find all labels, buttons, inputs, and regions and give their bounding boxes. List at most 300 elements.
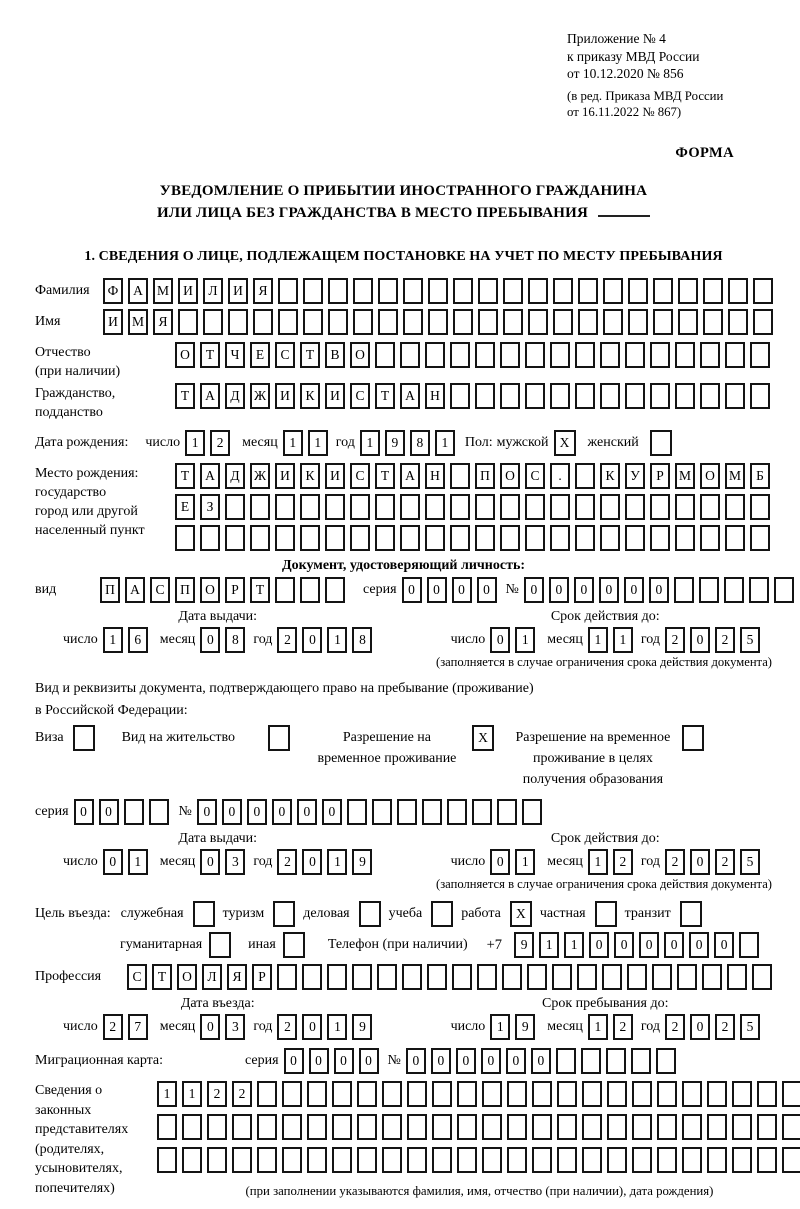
char-cell[interactable] xyxy=(278,278,298,304)
char-cell[interactable] xyxy=(457,1114,477,1140)
char-cell[interactable]: М xyxy=(675,463,695,489)
char-cell[interactable]: 9 xyxy=(385,430,405,456)
stay-issue-month-grid[interactable] xyxy=(200,849,245,875)
char-cell[interactable] xyxy=(606,1048,626,1074)
char-cell[interactable]: 0 xyxy=(402,577,422,603)
char-cell[interactable]: 1 xyxy=(539,932,559,958)
representatives-grid-row1[interactable] xyxy=(157,1081,800,1107)
char-cell[interactable] xyxy=(453,278,473,304)
char-cell[interactable]: 0 xyxy=(690,849,710,875)
char-cell[interactable]: И xyxy=(178,278,198,304)
char-cell[interactable]: 0 xyxy=(200,849,220,875)
char-cell[interactable] xyxy=(425,525,445,551)
char-cell[interactable]: 0 xyxy=(452,577,472,603)
char-cell[interactable] xyxy=(575,525,595,551)
char-cell[interactable] xyxy=(725,525,745,551)
char-cell[interactable] xyxy=(328,309,348,335)
char-cell[interactable]: 0 xyxy=(272,799,292,825)
char-cell[interactable]: Т xyxy=(200,342,220,368)
char-cell[interactable] xyxy=(500,342,520,368)
char-cell[interactable] xyxy=(553,278,573,304)
char-cell[interactable]: 0 xyxy=(589,932,609,958)
patronymic-grid[interactable] xyxy=(175,342,770,368)
char-cell[interactable]: М xyxy=(153,278,173,304)
char-cell[interactable] xyxy=(732,1114,752,1140)
char-cell[interactable] xyxy=(302,964,322,990)
char-cell[interactable]: С xyxy=(350,383,370,409)
char-cell[interactable] xyxy=(357,1081,377,1107)
char-cell[interactable] xyxy=(625,342,645,368)
char-cell[interactable]: Н xyxy=(425,463,445,489)
char-cell[interactable] xyxy=(478,278,498,304)
purpose-study-checkbox[interactable] xyxy=(431,901,453,927)
char-cell[interactable]: 0 xyxy=(639,932,659,958)
char-cell[interactable] xyxy=(278,309,298,335)
char-cell[interactable] xyxy=(700,342,720,368)
char-cell[interactable] xyxy=(749,577,769,603)
char-cell[interactable] xyxy=(677,964,697,990)
birth-month-grid[interactable] xyxy=(283,430,328,456)
char-cell[interactable]: С xyxy=(275,342,295,368)
char-cell[interactable]: П xyxy=(475,463,495,489)
char-cell[interactable] xyxy=(475,494,495,520)
char-cell[interactable] xyxy=(577,964,597,990)
char-cell[interactable] xyxy=(725,383,745,409)
char-cell[interactable]: 1 xyxy=(588,627,608,653)
char-cell[interactable] xyxy=(375,494,395,520)
stay-issue-day-grid[interactable] xyxy=(103,849,148,875)
stay-valid-month-grid[interactable] xyxy=(588,849,633,875)
char-cell[interactable]: 0 xyxy=(624,577,644,603)
stay-until-year-grid[interactable] xyxy=(665,1014,760,1040)
char-cell[interactable] xyxy=(303,278,323,304)
representatives-grid-row2[interactable] xyxy=(157,1114,800,1140)
char-cell[interactable] xyxy=(550,525,570,551)
char-cell[interactable]: Ч xyxy=(225,342,245,368)
char-cell[interactable]: Т xyxy=(175,463,195,489)
char-cell[interactable] xyxy=(550,494,570,520)
char-cell[interactable]: И xyxy=(103,309,123,335)
char-cell[interactable] xyxy=(325,494,345,520)
char-cell[interactable] xyxy=(275,494,295,520)
char-cell[interactable]: О xyxy=(700,463,720,489)
char-cell[interactable] xyxy=(503,309,523,335)
doc-issue-day-grid[interactable] xyxy=(103,627,148,653)
char-cell[interactable] xyxy=(432,1081,452,1107)
char-cell[interactable] xyxy=(699,577,719,603)
char-cell[interactable] xyxy=(774,577,794,603)
char-cell[interactable] xyxy=(650,525,670,551)
char-cell[interactable] xyxy=(532,1147,552,1173)
char-cell[interactable] xyxy=(557,1081,577,1107)
char-cell[interactable] xyxy=(753,278,773,304)
sex-male-checkbox[interactable]: X xyxy=(554,430,576,456)
char-cell[interactable] xyxy=(447,799,467,825)
char-cell[interactable] xyxy=(352,964,372,990)
char-cell[interactable] xyxy=(182,1114,202,1140)
char-cell[interactable] xyxy=(500,525,520,551)
doc-kind-grid[interactable] xyxy=(100,577,345,603)
char-cell[interactable]: 1 xyxy=(613,627,633,653)
char-cell[interactable] xyxy=(453,309,473,335)
char-cell[interactable]: А xyxy=(125,577,145,603)
char-cell[interactable] xyxy=(650,342,670,368)
char-cell[interactable]: Д xyxy=(225,383,245,409)
char-cell[interactable] xyxy=(475,342,495,368)
char-cell[interactable]: 0 xyxy=(322,799,342,825)
char-cell[interactable] xyxy=(650,494,670,520)
char-cell[interactable]: 1 xyxy=(564,932,584,958)
char-cell[interactable]: 0 xyxy=(74,799,94,825)
char-cell[interactable] xyxy=(353,309,373,335)
char-cell[interactable]: Л xyxy=(202,964,222,990)
char-cell[interactable]: А xyxy=(400,383,420,409)
char-cell[interactable] xyxy=(425,342,445,368)
char-cell[interactable]: 0 xyxy=(297,799,317,825)
char-cell[interactable]: 1 xyxy=(128,849,148,875)
char-cell[interactable]: 0 xyxy=(200,627,220,653)
char-cell[interactable]: К xyxy=(300,463,320,489)
stay-issue-year-grid[interactable] xyxy=(277,849,372,875)
char-cell[interactable] xyxy=(307,1081,327,1107)
char-cell[interactable] xyxy=(325,525,345,551)
char-cell[interactable] xyxy=(582,1114,602,1140)
char-cell[interactable] xyxy=(282,1114,302,1140)
char-cell[interactable] xyxy=(378,309,398,335)
char-cell[interactable] xyxy=(753,309,773,335)
char-cell[interactable] xyxy=(452,964,472,990)
char-cell[interactable] xyxy=(382,1114,402,1140)
char-cell[interactable] xyxy=(203,309,223,335)
char-cell[interactable] xyxy=(250,494,270,520)
char-cell[interactable] xyxy=(652,964,672,990)
char-cell[interactable]: 1 xyxy=(515,849,535,875)
entry-year-grid[interactable] xyxy=(277,1014,372,1040)
representatives-grid-row3[interactable] xyxy=(157,1147,800,1173)
char-cell[interactable] xyxy=(707,1147,727,1173)
char-cell[interactable]: 0 xyxy=(714,932,734,958)
char-cell[interactable] xyxy=(657,1081,677,1107)
char-cell[interactable]: 0 xyxy=(302,1014,322,1040)
char-cell[interactable]: Ж xyxy=(250,383,270,409)
char-cell[interactable] xyxy=(557,1147,577,1173)
char-cell[interactable]: Я xyxy=(227,964,247,990)
char-cell[interactable]: 9 xyxy=(515,1014,535,1040)
char-cell[interactable] xyxy=(497,799,517,825)
char-cell[interactable]: П xyxy=(175,577,195,603)
char-cell[interactable] xyxy=(503,278,523,304)
char-cell[interactable] xyxy=(625,494,645,520)
char-cell[interactable] xyxy=(732,1147,752,1173)
char-cell[interactable] xyxy=(327,964,347,990)
char-cell[interactable] xyxy=(232,1114,252,1140)
char-cell[interactable] xyxy=(407,1114,427,1140)
char-cell[interactable] xyxy=(478,309,498,335)
char-cell[interactable] xyxy=(400,525,420,551)
doc-valid-year-grid[interactable] xyxy=(665,627,760,653)
char-cell[interactable] xyxy=(325,577,345,603)
char-cell[interactable] xyxy=(332,1147,352,1173)
char-cell[interactable]: О xyxy=(175,342,195,368)
char-cell[interactable] xyxy=(525,494,545,520)
char-cell[interactable] xyxy=(124,799,144,825)
char-cell[interactable] xyxy=(257,1081,277,1107)
birth-place-grid-row3[interactable] xyxy=(175,525,770,551)
char-cell[interactable] xyxy=(650,383,670,409)
char-cell[interactable]: В xyxy=(325,342,345,368)
char-cell[interactable] xyxy=(332,1114,352,1140)
char-cell[interactable]: З xyxy=(200,494,220,520)
char-cell[interactable]: 5 xyxy=(740,627,760,653)
char-cell[interactable]: С xyxy=(150,577,170,603)
char-cell[interactable]: 9 xyxy=(352,849,372,875)
char-cell[interactable] xyxy=(282,1081,302,1107)
mc-series-grid[interactable] xyxy=(284,1048,379,1074)
char-cell[interactable] xyxy=(600,494,620,520)
char-cell[interactable] xyxy=(525,342,545,368)
char-cell[interactable]: 0 xyxy=(531,1048,551,1074)
char-cell[interactable]: 2 xyxy=(232,1081,252,1107)
char-cell[interactable] xyxy=(372,799,392,825)
char-cell[interactable] xyxy=(700,383,720,409)
char-cell[interactable]: 0 xyxy=(309,1048,329,1074)
char-cell[interactable] xyxy=(628,309,648,335)
char-cell[interactable]: 0 xyxy=(664,932,684,958)
char-cell[interactable] xyxy=(282,1147,302,1173)
char-cell[interactable]: 0 xyxy=(599,577,619,603)
char-cell[interactable] xyxy=(724,577,744,603)
char-cell[interactable] xyxy=(682,1114,702,1140)
char-cell[interactable] xyxy=(757,1114,777,1140)
char-cell[interactable]: 0 xyxy=(477,577,497,603)
char-cell[interactable]: 2 xyxy=(715,1014,735,1040)
char-cell[interactable] xyxy=(602,964,622,990)
char-cell[interactable] xyxy=(482,1147,502,1173)
char-cell[interactable] xyxy=(782,1114,800,1140)
char-cell[interactable] xyxy=(628,278,648,304)
char-cell[interactable] xyxy=(382,1081,402,1107)
char-cell[interactable] xyxy=(400,494,420,520)
char-cell[interactable] xyxy=(507,1081,527,1107)
char-cell[interactable] xyxy=(175,525,195,551)
char-cell[interactable]: 0 xyxy=(481,1048,501,1074)
char-cell[interactable] xyxy=(678,278,698,304)
char-cell[interactable]: 8 xyxy=(225,627,245,653)
char-cell[interactable]: Т xyxy=(250,577,270,603)
profession-grid[interactable] xyxy=(127,964,772,990)
char-cell[interactable] xyxy=(232,1147,252,1173)
char-cell[interactable]: 1 xyxy=(327,1014,347,1040)
char-cell[interactable]: 0 xyxy=(359,1048,379,1074)
char-cell[interactable] xyxy=(757,1147,777,1173)
char-cell[interactable] xyxy=(682,1147,702,1173)
char-cell[interactable]: М xyxy=(725,463,745,489)
char-cell[interactable] xyxy=(703,278,723,304)
char-cell[interactable] xyxy=(675,525,695,551)
char-cell[interactable] xyxy=(477,964,497,990)
char-cell[interactable]: 2 xyxy=(207,1081,227,1107)
char-cell[interactable] xyxy=(257,1147,277,1173)
char-cell[interactable] xyxy=(407,1081,427,1107)
char-cell[interactable] xyxy=(182,1147,202,1173)
char-cell[interactable] xyxy=(200,525,220,551)
char-cell[interactable] xyxy=(739,932,759,958)
char-cell[interactable] xyxy=(575,494,595,520)
char-cell[interactable]: 2 xyxy=(715,627,735,653)
char-cell[interactable]: 1 xyxy=(588,1014,608,1040)
char-cell[interactable]: 1 xyxy=(360,430,380,456)
char-cell[interactable] xyxy=(303,309,323,335)
char-cell[interactable]: 0 xyxy=(247,799,267,825)
char-cell[interactable]: 0 xyxy=(456,1048,476,1074)
char-cell[interactable] xyxy=(703,309,723,335)
char-cell[interactable] xyxy=(782,1081,800,1107)
char-cell[interactable] xyxy=(275,577,295,603)
char-cell[interactable]: . xyxy=(550,463,570,489)
char-cell[interactable] xyxy=(525,525,545,551)
char-cell[interactable] xyxy=(552,964,572,990)
char-cell[interactable]: О xyxy=(177,964,197,990)
char-cell[interactable]: О xyxy=(350,342,370,368)
char-cell[interactable]: 2 xyxy=(277,1014,297,1040)
char-cell[interactable]: 8 xyxy=(352,627,372,653)
char-cell[interactable] xyxy=(225,494,245,520)
char-cell[interactable] xyxy=(328,278,348,304)
char-cell[interactable] xyxy=(702,964,722,990)
char-cell[interactable]: Ж xyxy=(250,463,270,489)
char-cell[interactable] xyxy=(728,278,748,304)
char-cell[interactable] xyxy=(732,1081,752,1107)
char-cell[interactable]: И xyxy=(325,383,345,409)
char-cell[interactable] xyxy=(582,1081,602,1107)
char-cell[interactable]: 1 xyxy=(588,849,608,875)
purpose-official-checkbox[interactable] xyxy=(193,901,215,927)
char-cell[interactable]: Т xyxy=(175,383,195,409)
char-cell[interactable] xyxy=(632,1147,652,1173)
char-cell[interactable]: 2 xyxy=(277,627,297,653)
char-cell[interactable]: Р xyxy=(225,577,245,603)
doc-series-grid[interactable] xyxy=(402,577,497,603)
temp-residence-checkbox[interactable]: X xyxy=(472,725,494,751)
char-cell[interactable]: 2 xyxy=(613,849,633,875)
char-cell[interactable] xyxy=(631,1048,651,1074)
char-cell[interactable]: Т xyxy=(152,964,172,990)
char-cell[interactable] xyxy=(257,1114,277,1140)
mc-number-grid[interactable] xyxy=(406,1048,676,1074)
char-cell[interactable]: 0 xyxy=(302,849,322,875)
char-cell[interactable] xyxy=(457,1081,477,1107)
purpose-humanitarian-checkbox[interactable] xyxy=(209,932,231,958)
birth-place-grid-row2[interactable] xyxy=(175,494,770,520)
char-cell[interactable]: Т xyxy=(375,463,395,489)
char-cell[interactable] xyxy=(332,1081,352,1107)
char-cell[interactable] xyxy=(581,1048,601,1074)
char-cell[interactable]: Т xyxy=(375,383,395,409)
char-cell[interactable] xyxy=(472,799,492,825)
char-cell[interactable] xyxy=(397,799,417,825)
char-cell[interactable]: 9 xyxy=(352,1014,372,1040)
char-cell[interactable]: 3 xyxy=(225,849,245,875)
stay-number-grid[interactable] xyxy=(197,799,542,825)
doc-issue-year-grid[interactable] xyxy=(277,627,372,653)
char-cell[interactable] xyxy=(500,383,520,409)
char-cell[interactable] xyxy=(675,494,695,520)
char-cell[interactable]: 1 xyxy=(435,430,455,456)
char-cell[interactable]: М xyxy=(128,309,148,335)
char-cell[interactable]: 1 xyxy=(327,627,347,653)
char-cell[interactable]: 2 xyxy=(665,1014,685,1040)
char-cell[interactable] xyxy=(707,1081,727,1107)
char-cell[interactable] xyxy=(750,525,770,551)
char-cell[interactable]: Е xyxy=(175,494,195,520)
char-cell[interactable] xyxy=(250,525,270,551)
char-cell[interactable]: 2 xyxy=(277,849,297,875)
char-cell[interactable] xyxy=(403,278,423,304)
char-cell[interactable] xyxy=(678,309,698,335)
char-cell[interactable] xyxy=(275,525,295,551)
char-cell[interactable] xyxy=(752,964,772,990)
char-cell[interactable] xyxy=(450,525,470,551)
char-cell[interactable] xyxy=(603,309,623,335)
char-cell[interactable] xyxy=(403,309,423,335)
char-cell[interactable] xyxy=(600,342,620,368)
char-cell[interactable]: Р xyxy=(650,463,670,489)
birth-place-grid-row1[interactable] xyxy=(175,463,770,489)
char-cell[interactable] xyxy=(532,1114,552,1140)
char-cell[interactable] xyxy=(632,1114,652,1140)
char-cell[interactable]: 0 xyxy=(222,799,242,825)
char-cell[interactable]: Я xyxy=(153,309,173,335)
char-cell[interactable] xyxy=(502,964,522,990)
char-cell[interactable] xyxy=(157,1147,177,1173)
char-cell[interactable]: 0 xyxy=(614,932,634,958)
char-cell[interactable]: Е xyxy=(250,342,270,368)
char-cell[interactable] xyxy=(632,1081,652,1107)
purpose-work-checkbox[interactable]: X xyxy=(510,901,532,927)
char-cell[interactable] xyxy=(528,309,548,335)
char-cell[interactable]: Н xyxy=(425,383,445,409)
char-cell[interactable] xyxy=(522,799,542,825)
char-cell[interactable]: 0 xyxy=(506,1048,526,1074)
char-cell[interactable]: 0 xyxy=(99,799,119,825)
char-cell[interactable]: 0 xyxy=(406,1048,426,1074)
char-cell[interactable] xyxy=(307,1114,327,1140)
char-cell[interactable] xyxy=(578,309,598,335)
char-cell[interactable] xyxy=(582,1147,602,1173)
char-cell[interactable]: 1 xyxy=(327,849,347,875)
char-cell[interactable] xyxy=(550,342,570,368)
char-cell[interactable] xyxy=(728,309,748,335)
char-cell[interactable]: 0 xyxy=(302,627,322,653)
char-cell[interactable]: Т xyxy=(300,342,320,368)
doc-issue-month-grid[interactable] xyxy=(200,627,245,653)
char-cell[interactable]: 1 xyxy=(185,430,205,456)
char-cell[interactable]: 2 xyxy=(613,1014,633,1040)
char-cell[interactable] xyxy=(700,525,720,551)
entry-day-grid[interactable] xyxy=(103,1014,148,1040)
char-cell[interactable] xyxy=(428,278,448,304)
char-cell[interactable] xyxy=(682,1081,702,1107)
char-cell[interactable]: 0 xyxy=(200,1014,220,1040)
char-cell[interactable] xyxy=(457,1147,477,1173)
char-cell[interactable] xyxy=(653,278,673,304)
citizenship-grid[interactable] xyxy=(175,383,770,409)
char-cell[interactable]: С xyxy=(127,964,147,990)
char-cell[interactable] xyxy=(347,799,367,825)
char-cell[interactable]: 0 xyxy=(490,627,510,653)
char-cell[interactable]: 1 xyxy=(182,1081,202,1107)
char-cell[interactable] xyxy=(475,383,495,409)
